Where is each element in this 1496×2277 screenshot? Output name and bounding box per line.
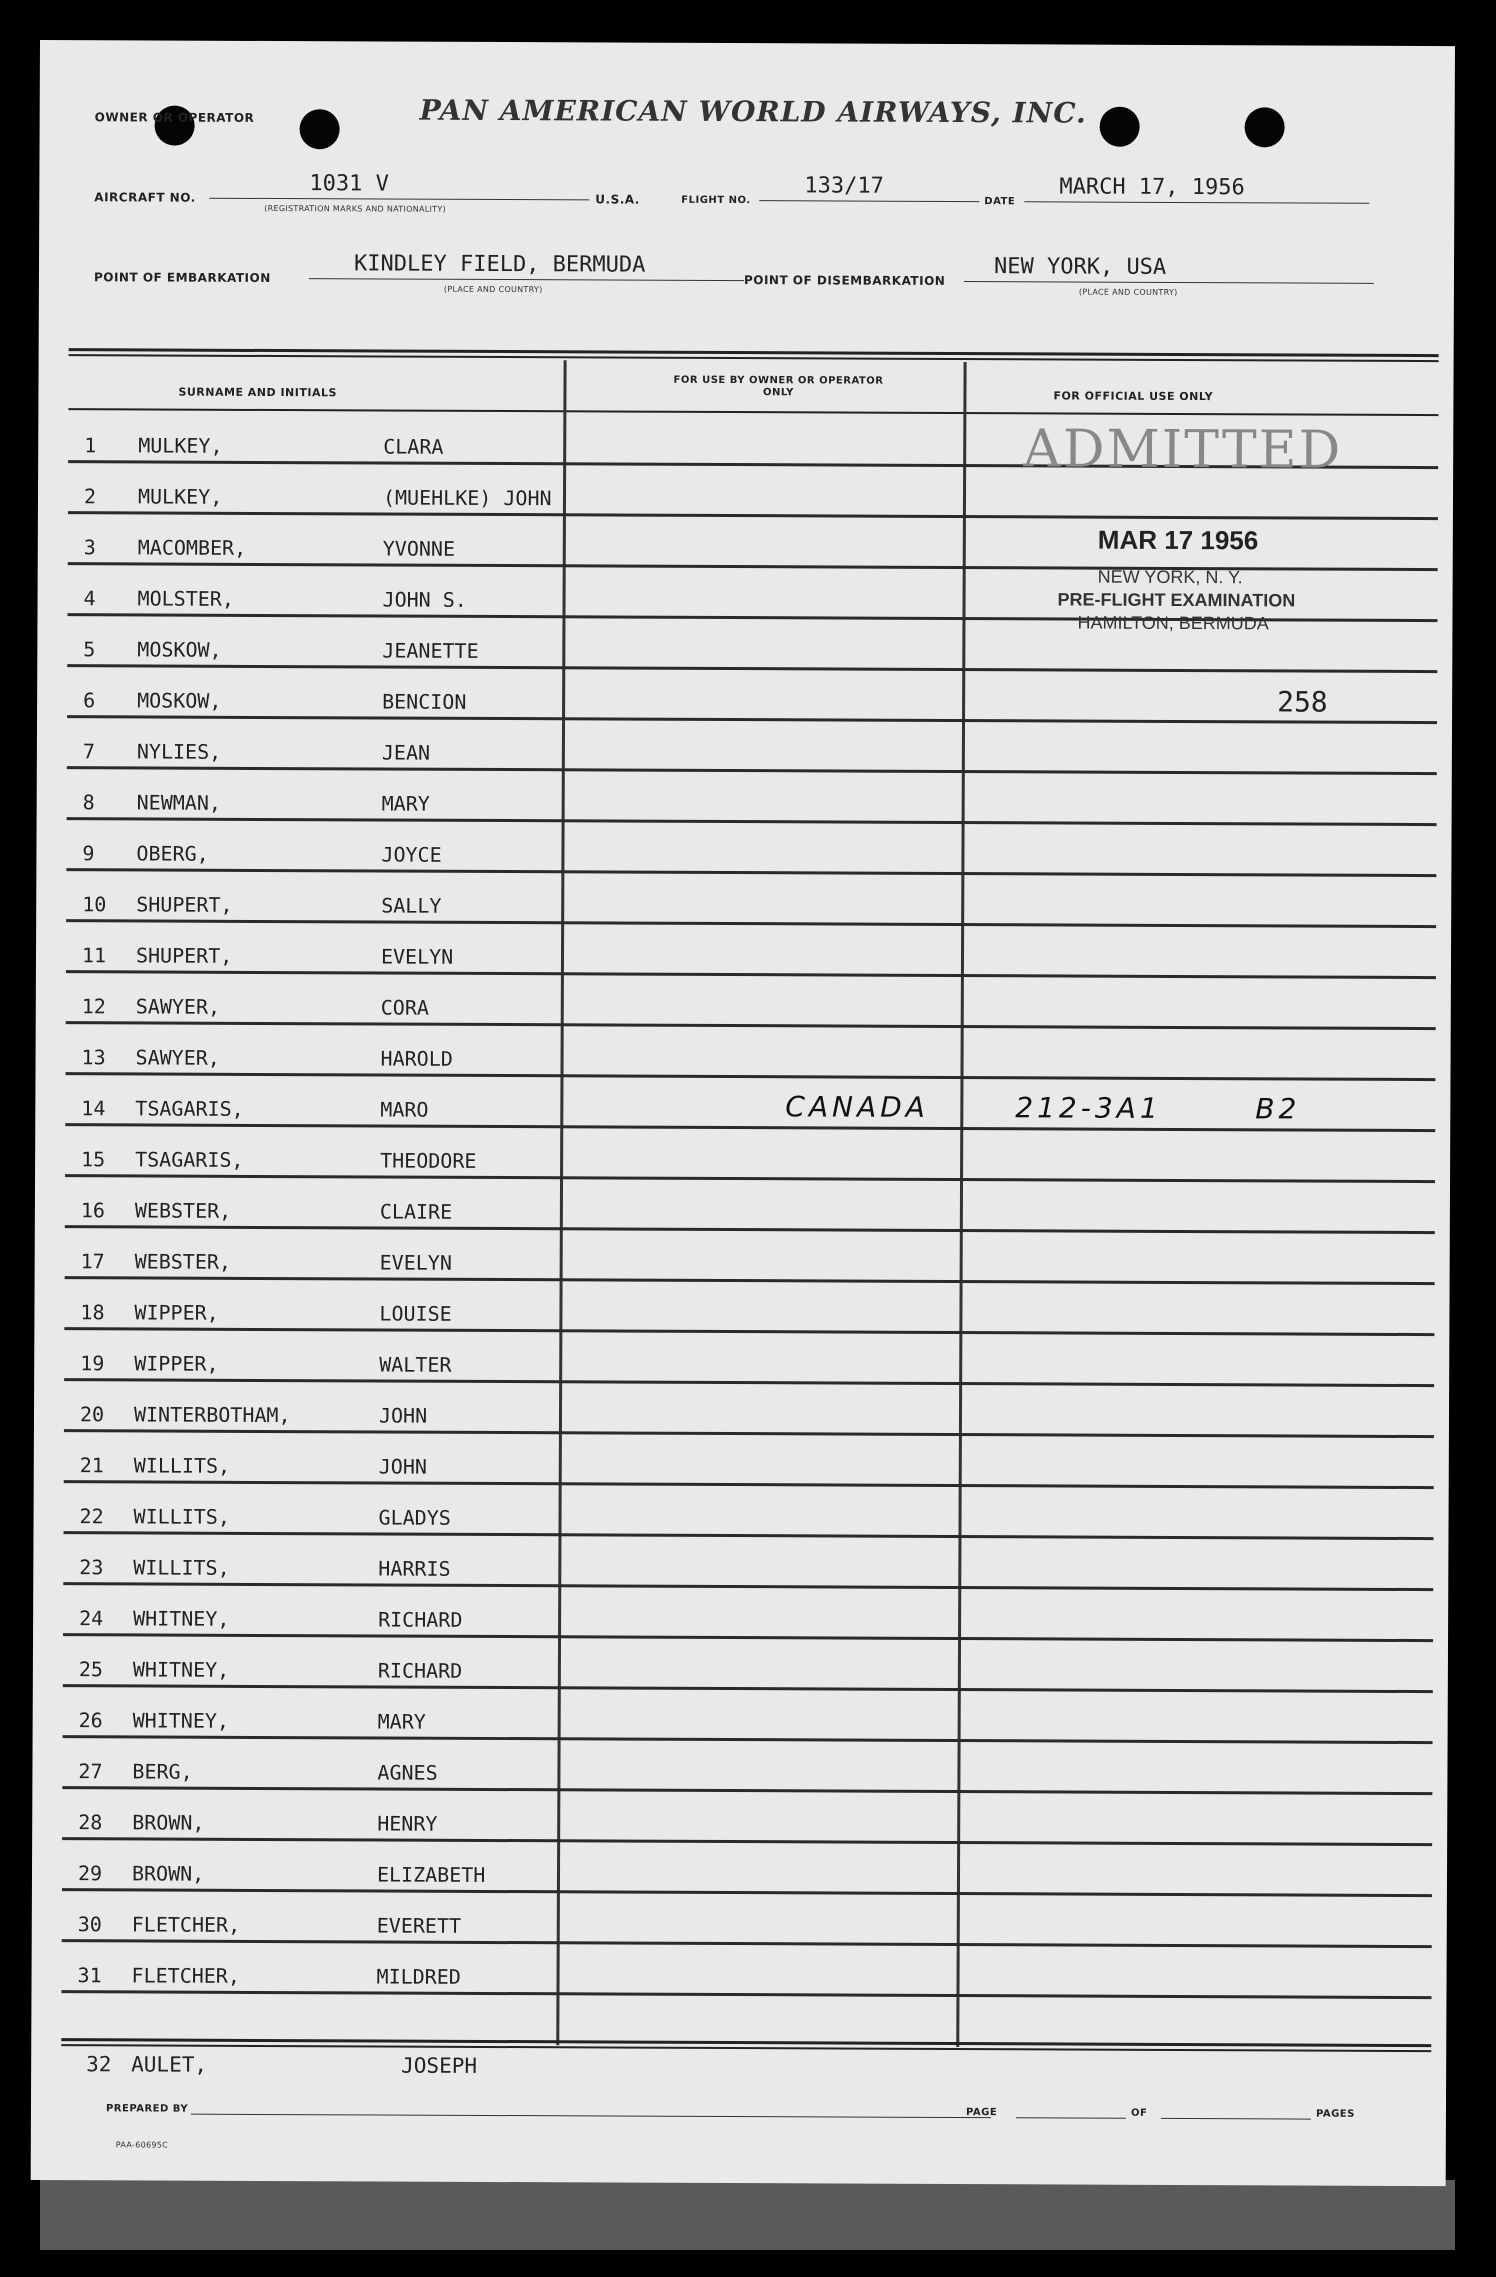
row-number: 10 [82, 892, 107, 917]
page-underline [1016, 2117, 1126, 2118]
row-number: 17 [80, 1249, 105, 1274]
passenger-row [61, 1942, 1431, 1999]
passenger-row [63, 1636, 1433, 1693]
passenger-surname: BROWN, [131, 1861, 205, 1886]
row-number: 18 [80, 1300, 105, 1325]
passenger-given-name: CLARA [383, 434, 444, 459]
punch-hole [1245, 107, 1285, 147]
passenger-row [65, 1075, 1435, 1132]
passenger-given-name: MARY [377, 1709, 426, 1734]
manifest-sheet [31, 40, 1455, 2186]
passenger-given-name: JOYCE [381, 842, 442, 867]
passenger-given-name: WALTER [379, 1352, 452, 1377]
admitted-stamp: ADMITTED [1023, 419, 1343, 481]
flight-value: 133/17 [804, 173, 884, 199]
passenger-given-name: EVELYN [379, 1250, 452, 1275]
pages-label: PAGES [1315, 2108, 1355, 2120]
row-number: 25 [78, 1657, 104, 1682]
row-number: 7 [82, 739, 95, 764]
row-number: 21 [79, 1453, 104, 1478]
embarkation-underline [309, 278, 744, 281]
row-number: 3 [83, 535, 96, 560]
passenger-given-name: JOHN S. [382, 587, 467, 612]
passenger-given-name: HAROLD [380, 1046, 453, 1071]
passenger-surname: SHUPERT, [136, 892, 233, 917]
row-number: 29 [77, 1861, 103, 1886]
row-number: 11 [81, 943, 107, 968]
passenger-row [66, 922, 1436, 979]
row-number: 14 [81, 1096, 106, 1121]
passenger-surname: FLETCHER, [131, 1912, 241, 1937]
passenger-row [66, 820, 1436, 877]
embarkation-value: KINDLEY FIELD, BERMUDA [353, 251, 646, 278]
passenger-given-name: CORA [380, 995, 430, 1020]
company-name: PAN AMERICAN WORLD AIRWAYS, INC. [419, 93, 1087, 130]
prepared-by-underline [191, 2114, 991, 2118]
passenger-surname: BROWN, [132, 1810, 205, 1835]
flight-label: FLIGHT NO. [681, 194, 751, 207]
passenger-given-name: LOUISE [379, 1301, 452, 1326]
passenger-given-name: THEODORE [380, 1148, 477, 1173]
passenger-given-name: YVONNE [382, 536, 456, 561]
passenger-row [65, 1024, 1435, 1081]
passenger-surname: MULKEY, [137, 484, 223, 509]
row-number: 31 [77, 1963, 102, 1988]
extra-row-given: JOSEPH [401, 2053, 478, 2078]
date-label: DATE [984, 196, 1016, 208]
passenger-given-name: JOHN [378, 1403, 428, 1428]
row-number: 23 [79, 1555, 104, 1580]
passenger-given-name: MILDRED [376, 1964, 461, 1989]
passenger-row [62, 1891, 1432, 1948]
passenger-row [62, 1789, 1432, 1846]
passenger-surname: WILLITS, [133, 1453, 231, 1478]
row-number: 24 [79, 1606, 104, 1631]
passenger-row [63, 1585, 1433, 1642]
passenger-row [64, 1381, 1434, 1438]
flight-underline [759, 200, 979, 202]
column-header-official: FOR OFFICIAL USE ONLY [1053, 389, 1214, 404]
row-number: 30 [77, 1912, 102, 1937]
row-number: 13 [81, 1045, 106, 1070]
row-number: 22 [79, 1504, 104, 1529]
row-number: 28 [78, 1810, 103, 1835]
passenger-row [66, 871, 1436, 928]
passenger-given-name: CLAIRE [379, 1199, 453, 1224]
passenger-surname: FLETCHER, [131, 1963, 240, 1988]
scan-bottom-strip [40, 2180, 1455, 2250]
aircraft-underline [209, 198, 589, 201]
passenger-surname: TSAGARIS, [135, 1147, 244, 1172]
passenger-surname: WHITNEY, [132, 1708, 230, 1733]
passenger-row [64, 1330, 1434, 1387]
passenger-row [67, 769, 1437, 826]
passenger-surname: SAWYER, [135, 1045, 220, 1070]
passenger-row [66, 973, 1436, 1030]
stamp-examination: PRE-FLIGHT EXAMINATION [1057, 589, 1296, 611]
stamp-origin: HAMILTON, BERMUDA [1077, 612, 1269, 634]
passenger-given-name: JEAN [381, 740, 431, 765]
aircraft-value: 1031 V [309, 171, 389, 197]
row-number: 2 [83, 484, 97, 509]
passenger-row [64, 1432, 1434, 1489]
row-number: 26 [78, 1708, 103, 1733]
aircraft-label: AIRCRAFT NO. [94, 190, 196, 205]
passenger-row [62, 1840, 1432, 1897]
passenger-given-name: EVELYN [380, 944, 454, 969]
row-number: 6 [83, 688, 96, 713]
passenger-row [67, 667, 1437, 724]
stamp-location: NEW YORK, N. Y. [1097, 566, 1243, 588]
passenger-row [65, 1228, 1435, 1285]
row-number: 1 [84, 433, 97, 458]
passenger-given-name: BENCION [382, 689, 467, 714]
passenger-given-name: SALLY [381, 893, 442, 918]
passenger-surname: SAWYER, [135, 994, 221, 1019]
passenger-given-name: HARRIS [378, 1556, 451, 1581]
passenger-row [63, 1687, 1433, 1744]
date-value: MARCH 17, 1956 [1059, 174, 1245, 201]
passenger-given-name: RICHARD [377, 1658, 463, 1683]
passenger-surname: NEWMAN, [136, 790, 222, 815]
passenger-surname: BERG, [132, 1759, 193, 1784]
passenger-surname: MULKEY, [138, 433, 223, 458]
passenger-given-name: EVERETT [376, 1913, 462, 1938]
passenger-row [65, 1126, 1435, 1183]
form-number: PAA-60695C [115, 2140, 169, 2150]
registration-note: (REGISTRATION MARKS AND NATIONALITY) [264, 203, 447, 214]
passenger-surname: WILLITS, [133, 1504, 230, 1529]
passenger-row [67, 718, 1437, 775]
passenger-surname: MOSKOW, [137, 637, 222, 662]
row-number: 16 [80, 1198, 106, 1223]
passenger-surname: SHUPERT, [135, 943, 233, 968]
page-label: PAGE [965, 2107, 998, 2119]
passenger-given-name: MARY [381, 791, 430, 816]
passenger-given-name: RICHARD [378, 1607, 463, 1632]
passenger-surname: WIPPER, [134, 1300, 219, 1325]
passenger-surname: WIPPER, [134, 1351, 219, 1376]
row-number: 20 [79, 1402, 105, 1427]
disembarkation-label: POINT OF DISEMBARKATION [743, 273, 946, 288]
passenger-surname: WEBSTER, [134, 1198, 232, 1223]
row-rule [61, 1990, 1431, 1999]
row-number: 19 [80, 1351, 105, 1376]
official-note-2: B2 [1255, 1092, 1301, 1126]
passenger-given-name: ELIZABETH [376, 1862, 486, 1887]
extra-row-surname: AULET, [131, 2052, 208, 2077]
row-number: 8 [82, 790, 95, 815]
row-number: 15 [81, 1147, 106, 1172]
operator-note: CANADA [785, 1090, 929, 1124]
passenger-given-name: MARO [380, 1097, 429, 1122]
row-number: 12 [81, 994, 106, 1019]
passenger-surname: MOLSTER, [137, 586, 234, 611]
column-header-operator: FOR USE BY OWNER OR OPERATOR ONLY [673, 374, 884, 399]
disembarkation-value: NEW YORK, USA [993, 254, 1167, 280]
punch-hole [1100, 107, 1140, 147]
row-number: 9 [82, 841, 95, 866]
stamp-number: 258 [1277, 685, 1328, 719]
passenger-given-name: HENRY [377, 1811, 438, 1836]
of-underline [1161, 2118, 1311, 2120]
extra-row-number: 32 [86, 2052, 112, 2077]
passenger-row [65, 1177, 1435, 1234]
stamp-date: MAR 17 1956 [1097, 524, 1259, 556]
owner-operator-label: OWNER OR OPERATOR [94, 110, 255, 125]
disembarkation-underline [964, 281, 1374, 284]
prepared-by-label: PREPARED BY [105, 2103, 189, 2115]
passenger-row [63, 1483, 1433, 1540]
passenger-given-name: JOHN [378, 1454, 428, 1479]
official-note: 212-3A1 [1015, 1091, 1162, 1125]
disembarkation-note: (PLACE AND COUNTRY) [1078, 287, 1178, 297]
passenger-given-name: JEANETTE [382, 638, 479, 663]
passenger-surname: OBERG, [136, 841, 209, 866]
passenger-surname: WINTERBOTHAM, [133, 1402, 291, 1428]
passenger-surname: MACOMBER, [137, 535, 247, 560]
passenger-surname: WEBSTER, [134, 1249, 232, 1274]
row-number: 4 [83, 586, 96, 611]
passenger-surname: WILLITS, [133, 1555, 230, 1580]
usa-label: U.S.A. [595, 192, 640, 207]
embarkation-label: POINT OF EMBARKATION [93, 270, 271, 286]
column-header-name: SURNAME AND INITIALS [178, 385, 337, 400]
row-number: 27 [78, 1759, 103, 1784]
passenger-surname: TSAGARIS, [135, 1096, 244, 1121]
passenger-surname: NYLIES, [136, 739, 222, 764]
date-underline [1024, 201, 1369, 204]
passenger-row [62, 1738, 1432, 1795]
passenger-given-name: GLADYS [378, 1505, 451, 1530]
embarkation-note: (PLACE AND COUNTRY) [443, 284, 543, 295]
passenger-row [63, 1534, 1433, 1591]
passenger-surname: WHITNEY, [132, 1657, 230, 1682]
passenger-given-name: AGNES [377, 1760, 438, 1785]
of-label: OF [1130, 2107, 1148, 2119]
punch-hole [300, 109, 340, 149]
row-number: 5 [83, 637, 96, 662]
passenger-row [64, 1279, 1434, 1336]
passenger-surname: WHITNEY, [133, 1606, 230, 1631]
passenger-surname: MOSKOW, [137, 688, 222, 713]
passenger-given-name: (MUEHLKE) JOHN [382, 485, 552, 511]
